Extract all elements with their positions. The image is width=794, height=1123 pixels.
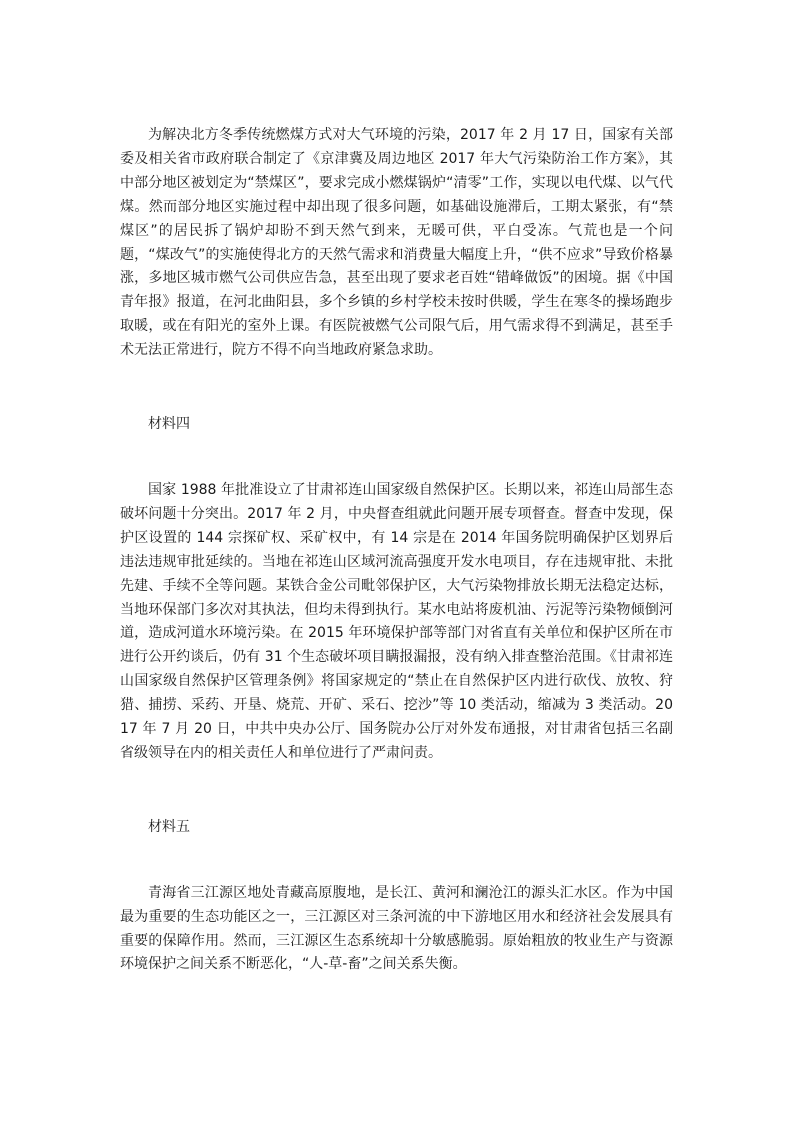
paragraph-qilian: 国家 1988 年批准设立了甘肃祁连山国家级自然保护区。长期以来，祁连山局部生态破坏问题十分突出。2017 年 2 月，中央督查组就此问题开展专项督查。督查中发现，保护区设置的 144 宗探矿权、采矿权中，有 14 宗是在 2014 年国务院明确保护区划界后违法违规审批延续的。当地在祁连山区域河流高强度开发水电项目，存在违规审批、未批先建、手续不全等问题。某铁合金公司毗邻保护区，大气污染物排放长期无法稳定达标，当地环保部门多次对其执法，但均未得到执行。某水电站将废机油、污泥等污染物倾倒河道，造成河道水环境污染。在 2015 年环境保护部等部门对省直有关单位和保护区所在市进行公开约谈后，仍有 31 个生态破坏项目瞒报漏报，没有纳入排查整治范围。《甘肃祁连山国家级自然保护区管理条例》将国家规定的“禁止在自然保护区内进行砍伐、放牧、狩猎、捕捞、采药、开垦、烧荒、开矿、采石、挖沙”等 10 类活动，缩减为 3 类活动。2017 年 7 月 20 日，中共中央办公厅、国务院办公厅对外发布通报，对甘肃省包括三名副省级领导在内的相关责任人和单位进行了严肃问责。 (120, 481, 673, 761)
spacer (120, 766, 673, 816)
paragraph-energy: 为解决北方冬季传统燃煤方式对大气环境的污染，2017 年 2 月 17 日，国家有关部委及相关省市政府联合制定了《京津冀及周边地区 2017 年大气污染防治工作方案》，其中部分地区被划定为“禁煤区”，要求完成小燃煤锅炉“清零”工作，实现以电代煤、以气代煤。然而部分地区实施过程中却出现了很多问题，如基础设施滞后，工期太紧张，有“禁煤区”的居民拆了锅炉却盼不到天然气到来，无暖可供，平白受冻。气荒也是一个问题，“煤改气”的实施使得北方的天然气需求和消费量大幅度上升，“供不应求”导致价格暴涨，多地区城市燃气公司供应告急，甚至出现了要求老百姓“错峰做饭”的困境。据《中国青年报》报道，在河北曲阳县，多个乡镇的乡村学校未按时供暖，学生在寒冬的操场跑步取暖，或在有阳光的室外上课。有医院被燃气公司限气后，用气需求得不到满足，甚至手术无法正常进行，院方不得不向当地政府紧急求助。 (120, 127, 673, 359)
spacer (120, 363, 673, 413)
paragraph-sanjiangyuan: 青海省三江源区地处青藏高原腹地，是长江、黄河和澜沧江的源头汇水区。作为中国最为重要的生态功能区之一，三江源区对三条河流的中下游地区用水和经济社会发展具有重要的保障作用。然而，三江源区生态系统却十分敏感脆弱。原始粗放的牧业生产与资源环境保护之间关系不断恶化，“人-草-畜”之间关系失衡。 (120, 884, 673, 973)
spacer (120, 437, 673, 479)
heading-material-4: 材料四 (148, 416, 190, 433)
heading-material-5: 材料五 (148, 818, 190, 835)
document-body (120, 124, 673, 977)
spacer (120, 840, 673, 882)
